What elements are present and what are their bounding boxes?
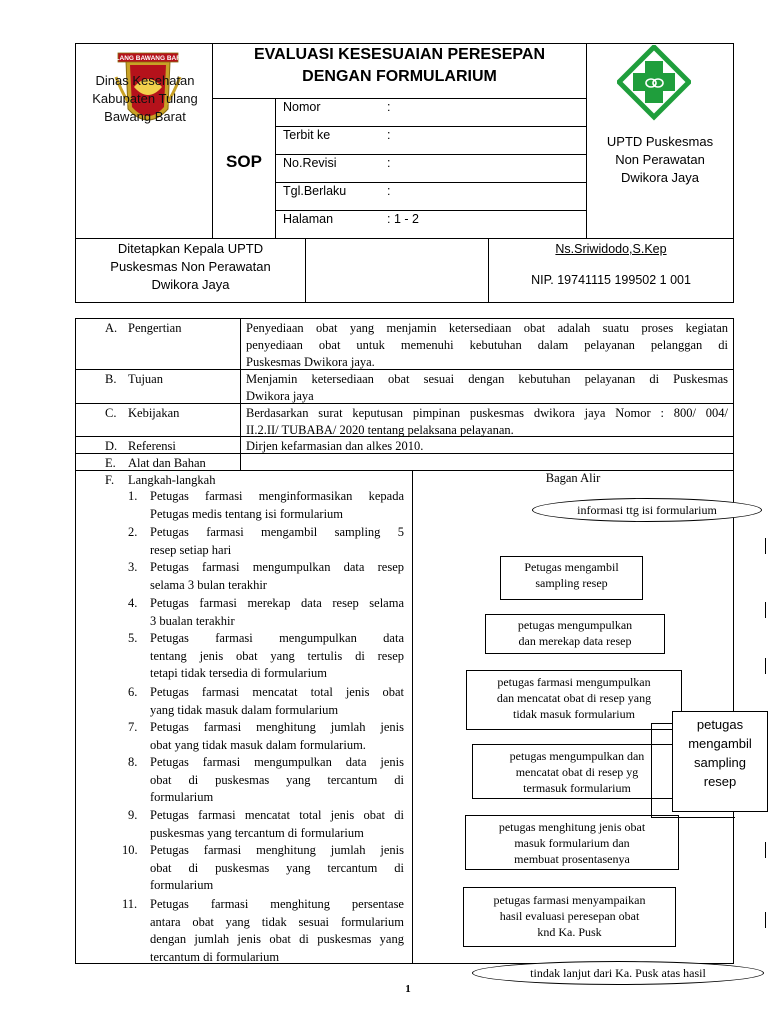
sop-label: SOP (226, 152, 262, 171)
flow-box-5-line-3: membuat prosentasenya (514, 852, 630, 866)
flow-box-2 (485, 614, 665, 654)
title-line-2: DENGAN FORMULARIUM (302, 68, 497, 85)
dinas-line-1: Dinas Kesehatan (95, 73, 195, 88)
meta-label: No.Revisi (283, 156, 337, 170)
step-text-line: Petugas farmasi mengumpulkan data resep (150, 560, 404, 574)
title-line-1: EVALUASI KESESUAIAN PERESEPAN (253, 46, 545, 63)
meta-label: Tgl.Berlaku (283, 184, 347, 198)
section-text-line: Penyediaan obat yang menjamin ketersediaan obat adalah suatu proses kegiatan (246, 321, 728, 335)
flow-box-4-line-2: mencatat obat di resep yg (515, 765, 639, 779)
ditetapkan-line-2: Puskesmas Non Perawatan (110, 259, 271, 274)
puskesmas-line-1: UPTD Puskesmas (606, 134, 714, 149)
flow-oval-start: informasi ttg isi formularium (532, 498, 762, 522)
section-label: Referensi (128, 439, 176, 453)
signer-name: Ns.Sriwidodo,S.Kep (555, 242, 667, 256)
puskesmas-logo-icon (617, 45, 691, 121)
edge-mark (765, 912, 766, 928)
step-text-line: obat yang tidak masuk dalam formularium. (150, 737, 366, 752)
page-number: 1 (405, 983, 411, 995)
section-text-line: II.2.II/ TUBABA/ 2020 tentang pelaksana pelayanan. (246, 423, 514, 437)
step-text-line: formularium (150, 878, 214, 893)
meta-value: : 1 - 2 (387, 212, 419, 226)
flow-box-6-line-3: knd Ka. Pusk (537, 925, 602, 939)
flow-box-6 (463, 887, 676, 947)
section-letter: F. (105, 473, 115, 487)
puskesmas-name (587, 133, 733, 187)
section-letter: A. (105, 321, 118, 335)
step-text-line: Petugas farmasi menginformasikan kepada (150, 489, 404, 503)
step-number: 7. (128, 720, 138, 734)
step-text-line: Petugas farmasi mengumpulkan data jenis (150, 755, 404, 769)
flow-box-3-line-3: tidak masuk formularium (513, 707, 635, 721)
step-number: 1. (128, 489, 138, 503)
section-label: Langkah-langkah (128, 473, 216, 487)
step-text-line: Petugas farmasi menghitung persentase (150, 897, 404, 911)
step-number: 2. (128, 525, 138, 539)
flow-box-3 (466, 670, 682, 730)
step-text-line: dengan jumlah jenis obat di puskesmas yang (150, 932, 404, 947)
meta-label: Terbit ke (283, 128, 331, 142)
step-text-line: Petugas farmasi menghitung jumlah jenis (150, 843, 404, 857)
ditetapkan-block (76, 240, 305, 294)
step-text-line: Petugas farmasi merekap data resep selama (150, 596, 404, 610)
step-text-line: 3 bualan terakhir (150, 613, 235, 628)
step-text-line: Petugas farmasi mengumpulkan data (150, 631, 404, 645)
section-text-line: Berdasarkan surat keputusan pimpinan puskesmas dwikora jaya Nomor : 800/ 004/ (246, 406, 728, 420)
section-label: Kebijakan (128, 406, 180, 420)
dinas-name (78, 72, 212, 126)
svg-text:TULANG BAWANG BARAT: TULANG BAWANG BARAT (106, 55, 190, 62)
step-number: 5. (128, 631, 138, 645)
flow-box-5-line-1: petugas menghitung jenis obat (498, 820, 646, 834)
section-label: Alat dan Bahan (128, 456, 206, 470)
step-text-line: tercantum di formularium (150, 949, 280, 964)
meta-label: Halaman (283, 212, 334, 226)
step-text-line: selama 3 bulan terakhir (150, 577, 267, 592)
edge-mark (765, 842, 766, 858)
meta-value: : (387, 156, 391, 170)
document-title (213, 44, 586, 88)
flow-side-box-line-4: resep (703, 774, 737, 789)
step-number: 11. (122, 897, 138, 911)
section-letter: D. (105, 439, 118, 453)
step-text-line: tentang jenis obat yang tertulis di resep (150, 648, 404, 663)
flow-side-box-line-3: sampling (693, 755, 747, 770)
section-letter: E. (105, 456, 116, 470)
flow-box-2-line-2: dan merekap data resep (518, 634, 632, 648)
ditetapkan-line-3: Dwikora Jaya (151, 277, 230, 292)
signer-nip: NIP. 19741115 199502 1 001 (531, 273, 691, 287)
section-text-line: Dwikora jaya (246, 389, 314, 403)
flow-box-1-line-1: Petugas mengambil (524, 560, 619, 574)
step-text-line: Petugas farmasi mengambil sampling 5 (150, 525, 404, 539)
flow-box-1-line-2: sampling resep (535, 576, 608, 590)
section-text-line: Menjamin ketersediaan obat sesuai dengan kebutuhan pelayanan di Puskesmas (246, 372, 728, 386)
flow-side-box-line-2: mengambil (688, 736, 752, 751)
step-number: 9. (128, 808, 138, 822)
flow-box-3-line-1: petugas farmasi mengumpulkan (497, 675, 651, 689)
section-text-line: Puskesmas Dwikora jaya. (246, 355, 375, 369)
dinas-line-2: Kabupaten Tulang (92, 91, 198, 106)
section-label: Tujuan (128, 372, 163, 386)
puskesmas-line-2: Non Perawatan (615, 152, 705, 167)
step-text-line: Petugas farmasi mencatat total jenis obat (150, 685, 404, 699)
step-text-line: formularium (150, 790, 214, 805)
step-number: 10. (122, 843, 138, 857)
meta-value: : (387, 100, 391, 114)
step-text-line: tetapi tidak tersedia di formularium (150, 666, 328, 681)
edge-mark (765, 538, 766, 554)
step-text-line: Petugas farmasi menghitung jumlah jenis (150, 720, 404, 734)
step-text-line: antara obat yang tidak sesuai formularium (150, 914, 404, 929)
section-text-line: Dirjen kefarmasian dan alkes 2010. (246, 439, 424, 453)
step-text-line: resep setiap hari (150, 542, 232, 557)
flow-box-5-line-2: masuk formularium dan (514, 836, 630, 850)
flow-box-6-line-2: hasil evaluasi peresepan obat (499, 909, 640, 923)
step-text-line: Petugas farmasi mencatat total jenis obat di (150, 808, 404, 822)
step-number: 8. (128, 755, 138, 769)
edge-mark (765, 658, 766, 674)
flow-box-4-line-1: petugas mengumpulkan dan (509, 749, 645, 763)
step-number: 6. (128, 685, 138, 699)
meta-value: : (387, 128, 391, 142)
flow-side-box (672, 711, 768, 812)
flow-box-1 (500, 556, 643, 600)
dinas-line-3: Bawang Barat (104, 109, 186, 124)
step-text-line: obat di puskesmas yang tercantum di (150, 772, 404, 787)
flow-box-4-line-3: termasuk formularium (523, 781, 631, 795)
step-number: 3. (128, 560, 138, 574)
meta-label: Nomor (283, 100, 321, 114)
flow-box-6-line-1: petugas farmasi menyampaikan (493, 893, 646, 907)
edge-mark (765, 602, 766, 618)
step-text-line: obat di puskesmas yang tercantum di (150, 860, 404, 875)
section-label: Pengertian (128, 321, 182, 335)
flow-box-3-line-2: dan mencatat obat di resep yang (496, 691, 652, 705)
section-letter: C. (105, 406, 117, 420)
flow-side-box-line-1: petugas (696, 717, 744, 732)
flow-box-2-line-1: petugas mengumpulkan (517, 618, 633, 632)
ditetapkan-line-1: Ditetapkan Kepala UPTD (117, 241, 264, 256)
section-letter: B. (105, 372, 117, 386)
section-text-line: penyediaan obat untuk memenuhi kebutuhan dalam pelayanan pelanggan di (246, 338, 728, 352)
step-text-line: Petugas medis tentang isi formularium (150, 506, 344, 521)
flow-header: Bagan Alir (545, 471, 601, 485)
meta-value: : (387, 184, 391, 198)
puskesmas-line-3: Dwikora Jaya (620, 170, 700, 185)
flow-oval-end: tindak lanjut dari Ka. Pusk atas hasil (472, 961, 764, 985)
step-text-line: puskesmas yang tercantum di formularium (150, 825, 364, 840)
step-number: 4. (128, 596, 138, 610)
step-text-line: yang tidak masuk dalam formularium (150, 702, 339, 717)
flow-box-5 (465, 815, 679, 870)
